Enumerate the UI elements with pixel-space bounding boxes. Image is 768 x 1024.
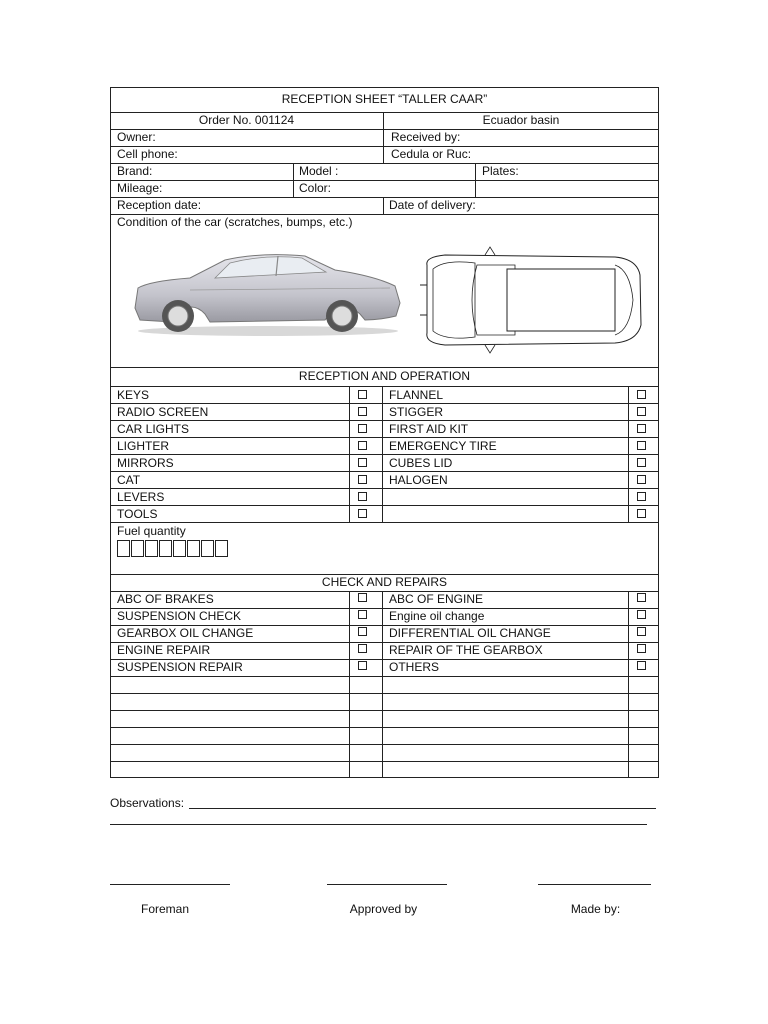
item-engine-repair: ENGINE REPAIR xyxy=(117,643,211,657)
first-aid-kit-checkbox[interactable] xyxy=(637,424,646,433)
owner-field: Owner: xyxy=(117,130,156,144)
item-halogen: HALOGEN xyxy=(389,473,448,487)
made-by-label: Made by: xyxy=(570,902,621,916)
reception-operation-header: RECEPTION AND OPERATION xyxy=(298,369,471,383)
observations-line[interactable] xyxy=(189,808,656,809)
gearbox-oil-change-checkbox[interactable] xyxy=(358,627,367,636)
received-by-field: Received by: xyxy=(391,130,461,144)
cedula-field: Cedula or Ruc: xyxy=(391,147,472,161)
item-keys: KEYS xyxy=(117,388,150,402)
halogen-checkbox[interactable] xyxy=(637,475,646,484)
car-side-view-image xyxy=(130,248,405,338)
suspension-check-checkbox[interactable] xyxy=(358,610,367,619)
engine-oil-change-checkbox[interactable] xyxy=(637,610,646,619)
fuel-cell[interactable] xyxy=(187,540,200,557)
abc-of-brakes-checkbox[interactable] xyxy=(358,593,367,602)
mileage-field: Mileage: xyxy=(117,181,163,195)
sheet-title: RECEPTION SHEET “TALLER CAAR” xyxy=(281,92,488,106)
item-repair-of-the-gearbox: REPAIR OF THE GEARBOX xyxy=(389,643,543,657)
location: Ecuador basin xyxy=(482,113,560,127)
fuel-cell[interactable] xyxy=(201,540,214,557)
item-gearbox-oil-change: GEARBOX OIL CHANGE xyxy=(117,626,254,640)
made-by-signature-line[interactable] xyxy=(538,884,651,885)
model-field: Model : xyxy=(299,164,339,178)
observations-line[interactable] xyxy=(110,824,647,825)
tools-checkbox[interactable] xyxy=(358,509,367,518)
condition-label: Condition of the car (scratches, bumps, etc.) xyxy=(117,215,353,229)
keys-checkbox[interactable] xyxy=(358,390,367,399)
lighter-checkbox[interactable] xyxy=(358,441,367,450)
differential-oil-change-checkbox[interactable] xyxy=(637,627,646,636)
check-repairs-header: CHECK AND REPAIRS xyxy=(321,575,448,589)
approved-by-label: Approved by xyxy=(349,902,418,916)
mirrors-checkbox[interactable] xyxy=(358,458,367,467)
color-field: Color: xyxy=(299,181,332,195)
fuel-cell[interactable] xyxy=(131,540,144,557)
repair-of-the-gearbox-checkbox[interactable] xyxy=(637,644,646,653)
others-checkbox[interactable] xyxy=(637,661,646,670)
flannel-checkbox[interactable] xyxy=(637,390,646,399)
item-suspension-check: SUSPENSION CHECK xyxy=(117,609,242,623)
item-first-aid-kit: FIRST AID KIT xyxy=(389,422,469,436)
order-number: Order No. 001124 xyxy=(198,113,295,127)
foreman-label: Foreman xyxy=(140,902,190,916)
item-differential-oil-change: DIFFERENTIAL OIL CHANGE xyxy=(389,626,551,640)
item-radio-screen: RADIO SCREEN xyxy=(117,405,209,419)
item-flannel: FLANNEL xyxy=(389,388,444,402)
cat-checkbox[interactable] xyxy=(358,475,367,484)
stigger-checkbox[interactable] xyxy=(637,407,646,416)
plates-field: Plates: xyxy=(482,164,519,178)
brand-field: Brand: xyxy=(117,164,153,178)
item-suspension-repair: SUSPENSION REPAIR xyxy=(117,660,243,674)
fuel-quantity-label: Fuel quantity xyxy=(117,524,186,538)
item-levers: LEVERS xyxy=(117,490,165,504)
item-car-lights: CAR LIGHTS xyxy=(117,422,190,436)
blank-checkbox[interactable] xyxy=(637,492,646,501)
cell-phone-field: Cell phone: xyxy=(117,147,178,161)
abc-of-engine-checkbox[interactable] xyxy=(637,593,646,602)
engine-repair-checkbox[interactable] xyxy=(358,644,367,653)
blank-checkbox[interactable] xyxy=(637,509,646,518)
radio-screen-checkbox[interactable] xyxy=(358,407,367,416)
item-engine-oil-change: Engine oil change xyxy=(389,609,485,623)
reception-date-field: Reception date: xyxy=(117,198,202,212)
fuel-cell[interactable] xyxy=(173,540,186,557)
fuel-cell[interactable] xyxy=(215,540,228,557)
fuel-cell[interactable] xyxy=(117,540,130,557)
item-stigger: STIGGER xyxy=(389,405,444,419)
item-abc-of-engine: ABC OF ENGINE xyxy=(389,592,484,606)
suspension-repair-checkbox[interactable] xyxy=(358,661,367,670)
car-top-view-image xyxy=(415,245,645,355)
levers-checkbox[interactable] xyxy=(358,492,367,501)
item-cubes-lid: CUBES LID xyxy=(389,456,453,470)
item-tools: TOOLS xyxy=(117,507,158,521)
emergency-tire-checkbox[interactable] xyxy=(637,441,646,450)
foreman-signature-line[interactable] xyxy=(110,884,230,885)
item-others: OTHERS xyxy=(389,660,440,674)
fuel-cell[interactable] xyxy=(145,540,158,557)
item-lighter: LIGHTER xyxy=(117,439,170,453)
item-cat: CAT xyxy=(117,473,141,487)
item-abc-of-brakes: ABC OF BRAKES xyxy=(117,592,214,606)
approved-by-signature-line[interactable] xyxy=(327,884,447,885)
car-lights-checkbox[interactable] xyxy=(358,424,367,433)
item-mirrors: MIRRORS xyxy=(117,456,174,470)
date-of-delivery-field: Date of delivery: xyxy=(389,198,476,212)
fuel-cell[interactable] xyxy=(159,540,172,557)
item-emergency-tire: EMERGENCY TIRE xyxy=(389,439,497,453)
cubes-lid-checkbox[interactable] xyxy=(637,458,646,467)
observations-label: Observations: xyxy=(110,796,185,810)
